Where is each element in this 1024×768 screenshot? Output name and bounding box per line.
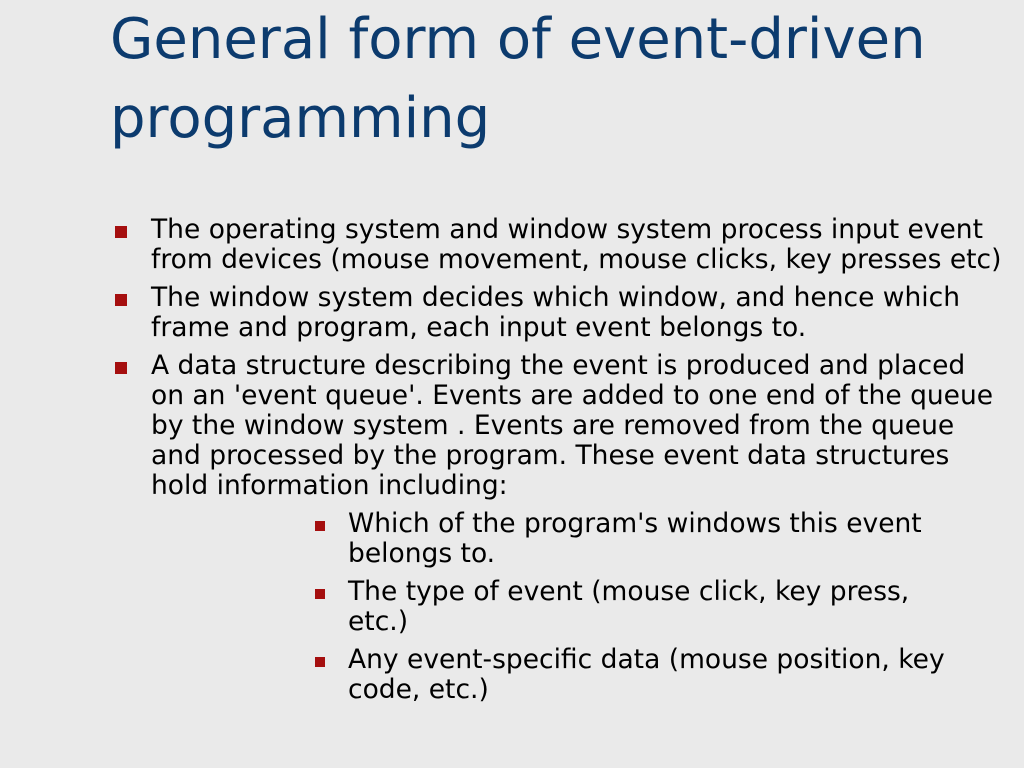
bullet-item-window-decides — [0, 283, 1024, 343]
bullet-text: The operating system and window system process input event from devices (mouse movement, mouse clicks, key presses etc) — [151, 214, 1002, 275]
sub-bullet-item-specific-data — [151, 645, 1006, 705]
bullet-item-input-events — [0, 215, 1024, 275]
square-bullet-icon — [315, 521, 325, 531]
sub-bullet-item-window — [151, 509, 1006, 569]
slide-body — [0, 215, 1024, 713]
square-bullet-icon — [115, 226, 127, 238]
square-bullet-icon — [115, 362, 127, 374]
slide-title: General form of event-driven programming — [110, 7, 926, 151]
sub-bullet-text: The type of event (mouse click, key press, etc.) — [348, 576, 910, 637]
bullet-text: A data structure describing the event is produced and placed on an 'event queue'. Events are added to one end of the queue by the window system . Events are removed from the queue and processed by the program. These event data structures hold information including: — [151, 350, 994, 501]
sub-bullet-item-type — [151, 577, 1006, 637]
sub-bullet-list — [151, 509, 1006, 705]
bullet-list — [0, 215, 1024, 705]
sub-bullet-text: Any event-specific data (mouse position, key code, etc.) — [348, 644, 945, 705]
square-bullet-icon — [315, 589, 325, 599]
bullet-text: The window system decides which window, and hence which frame and program, each input event belongs to. — [151, 282, 960, 343]
sub-bullet-text: Which of the program's windows this event belongs to. — [348, 508, 922, 569]
square-bullet-icon — [315, 657, 325, 667]
bullet-item-event-queue — [0, 351, 1024, 705]
square-bullet-icon — [115, 294, 127, 306]
